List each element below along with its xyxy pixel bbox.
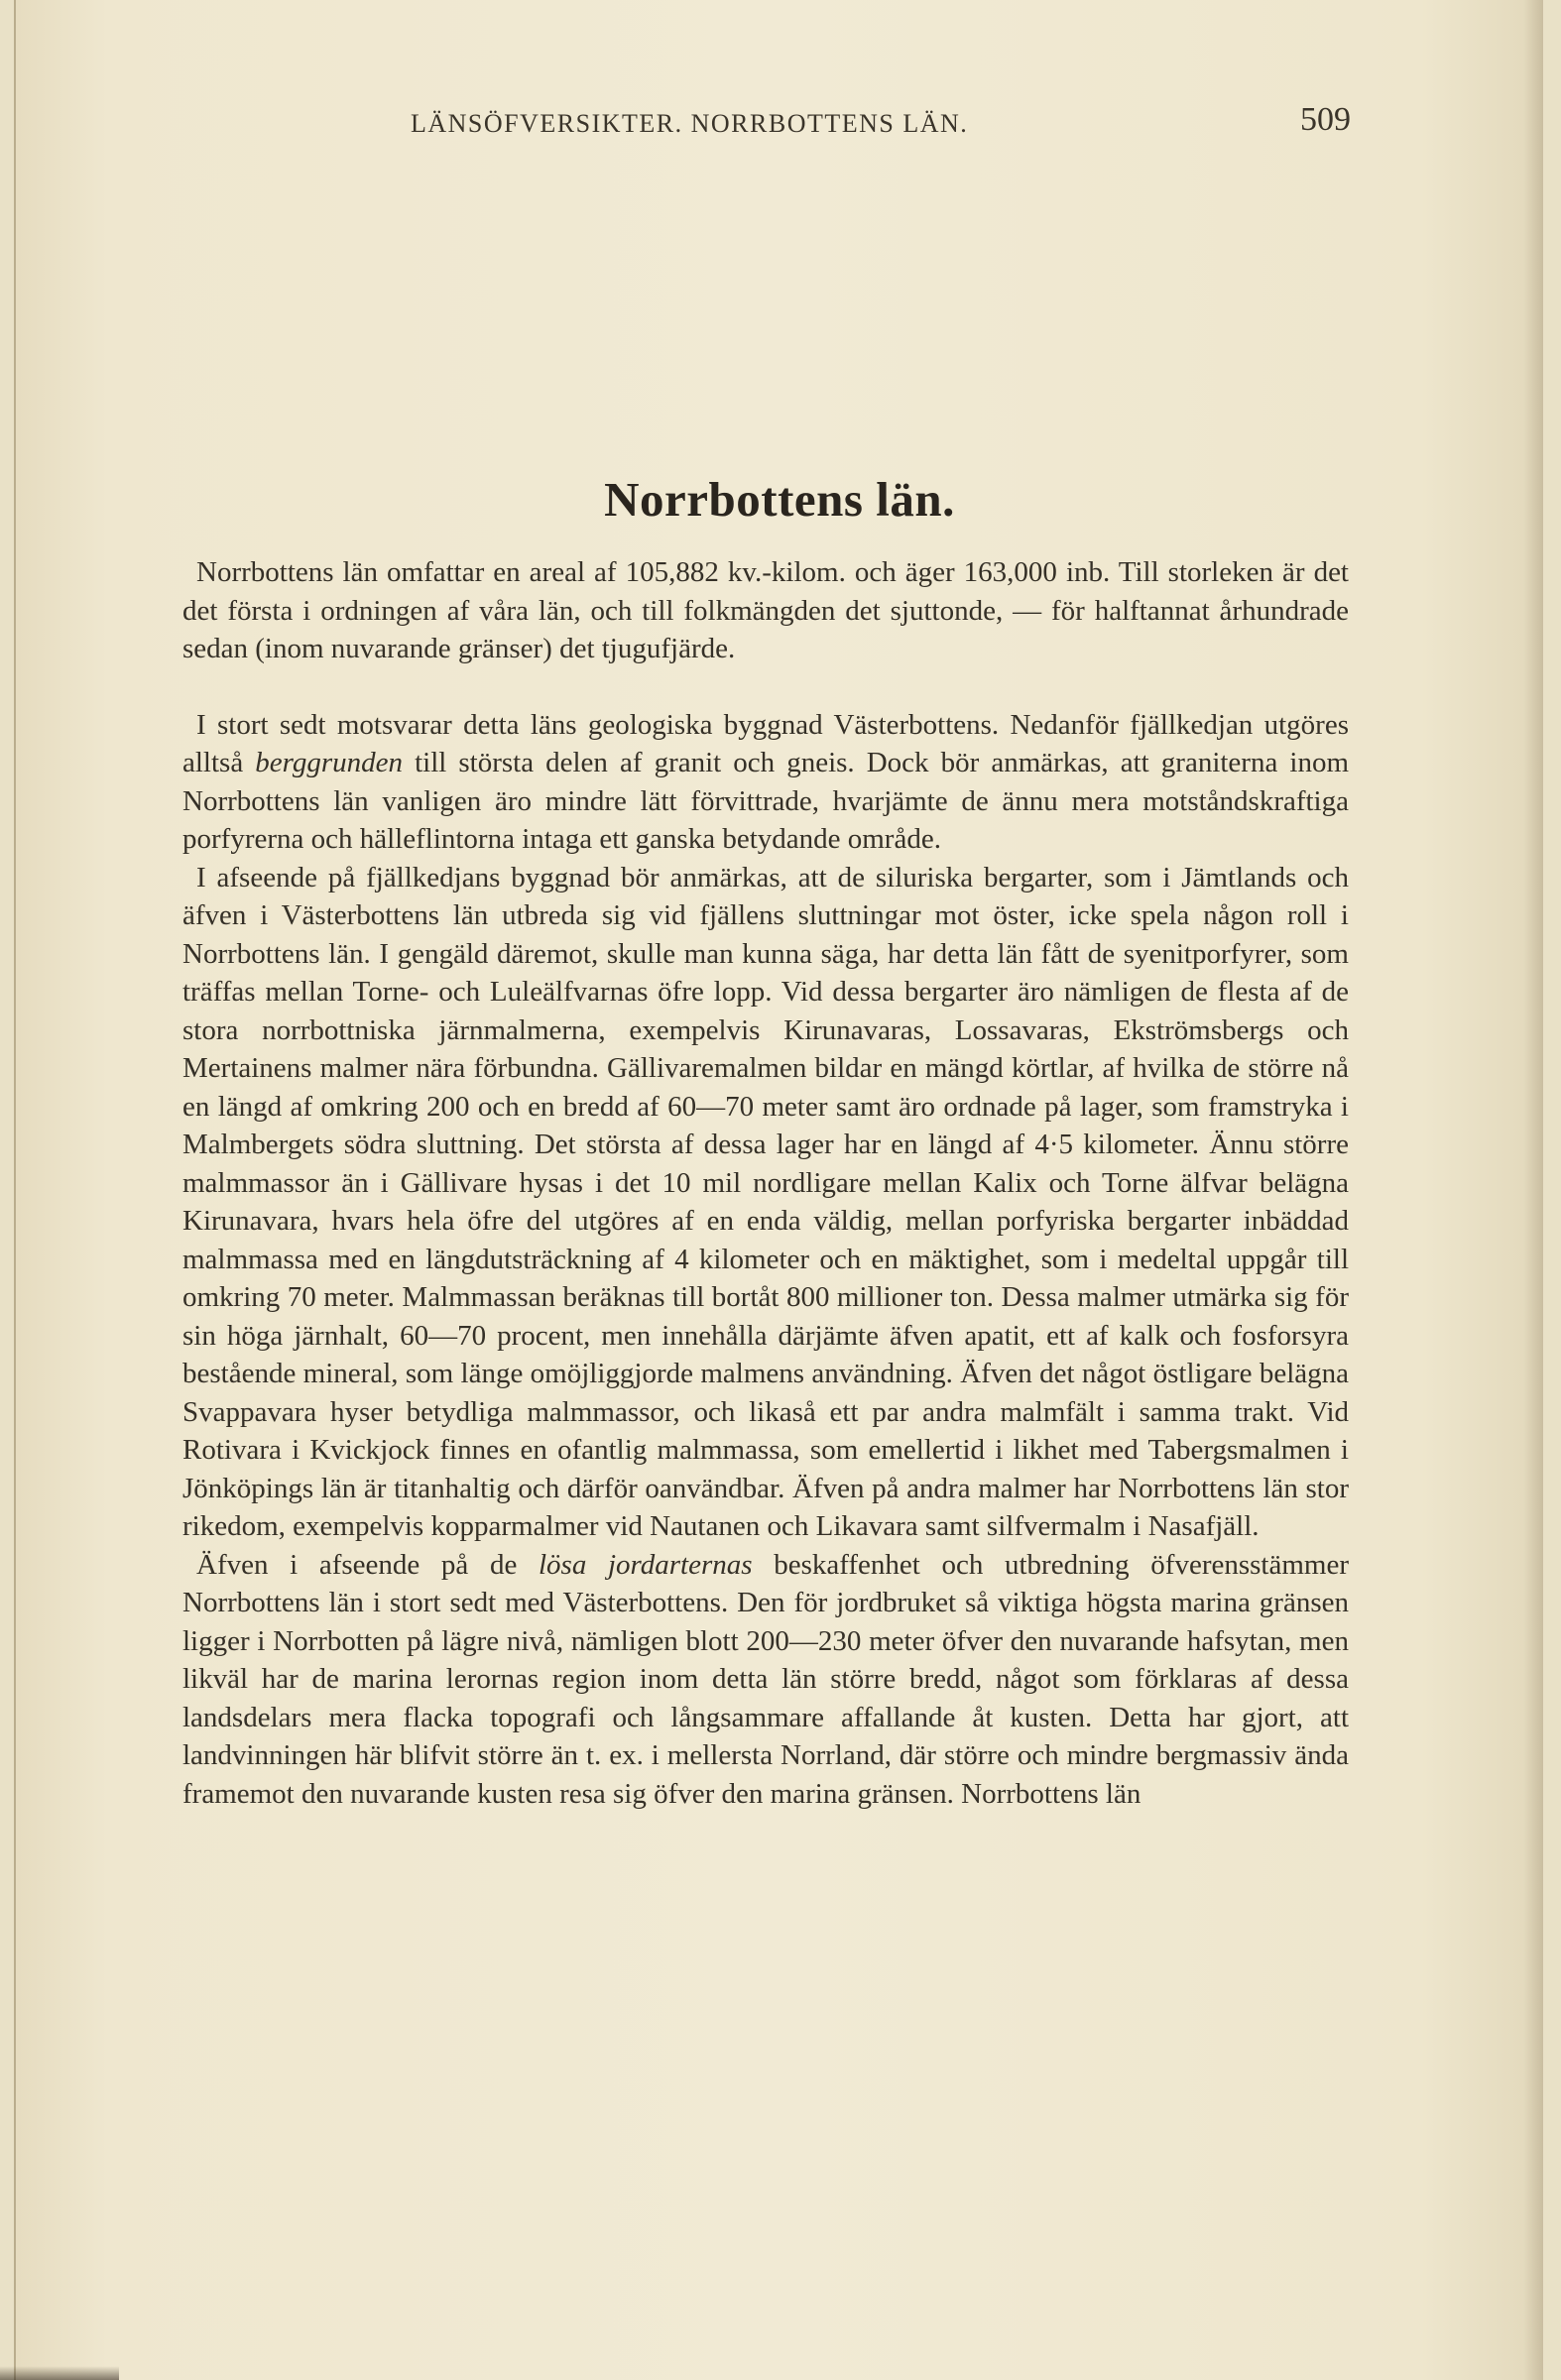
paragraph-ores: I afseende på fjällkedjans byggnad bör anmärkas, att de siluriska bergarter, som i Jämtlands och äfven i Västerbottens län utbreda sig vid fjällens sluttningar mot öster, icke spela någon roll i Norrbottens län. I gengäld däremot, skulle man kunna säga, har detta län fått de syenitporfyrer, som träffas mellan Torne- och Luleälfvarnas öfre lopp. Vid dessa bergarter äro nämligen de flesta af de stora norrbottniska järnmalmerna, exempelvis Kirunavaras, Lossavaras, Ekströmsbergs och Mertainens malmer nära förbundna. Gällivaremalmen bildar en mängd körtlar, af hvilka de större nå en längd af omkring 200 och en bredd af 60—70 meter samt äro ordnade på lager, som framstryka i Malmbergets södra sluttning. Det största af dessa lager har en längd af 4·5 kilometer. Ännu större malmmassor än i Gällivare hysas i det 10 mil nordligare mellan Kalix och Torne älfvar belägna Kirunavara, hvars hela öfre del utgöres af en enda väldig, mellan porfyriska bergarter inbäddad malmmassa med en längdutsträckning af 4 kilometer och en mäktighet, som i medeltal uppgår till omkring 70 meter. Malmmassan beräknas till bortåt 800 millioner ton. Dessa malmer utmärka sig för sin höga järnhalt, 60—70 procent, men innehålla därjämte äfven apatit, ett af kalk och fosforsyra bestående mineral, som länge omöjliggjorde malmens användning. Äfven det något östligare belägna Svappavara hyser betydliga malmmassor, och likaså ett par andra malmfält i samma trakt. Vid Rotivara i Kvickjock finnes en ofantlig malmmassa, som emellertid i likhet med Tabergsmalmen i Jönköpings län är titanhaltig och därför oanvändbar. Äfven på andra malmer har Norrbottens län stor rikedom, exempelvis kopparmalmer vid Nautanen och Likavara samt silfvermalm i Nasafjäll. bbox=[182, 861, 1349, 1542]
page-header bbox=[411, 101, 1351, 151]
paragraph-intro: Norrbottens län omfattar en areal af 105,882 kv.-kilom. och äger 163,000 inb. Till storleken är det det första i ordningen af våra län, och till folkmängden det sjuttonde, — för halftannat århundrade sedan (inom nuvarande gränser) det tjugufjärde. bbox=[182, 556, 1349, 664]
page-edge-shadow bbox=[1523, 0, 1543, 2380]
emphasis-losa-jordarternas: lösa jordarternas bbox=[538, 1548, 753, 1581]
paragraph-geology-end: till största delen af granit och gneis. Dock bör anmärkas, att graniterna inom Norrbottens län vanligen äro mindre lätt förvittrade, hvarjämte de ännu mera motståndskraftiga porfyrerna och hälleflintorna intaga ett ganska betydande område. bbox=[182, 747, 1350, 855]
paragraph-soils bbox=[182, 1546, 1349, 1814]
binding-shadow bbox=[0, 2366, 119, 2380]
page-number: 509 bbox=[1300, 101, 1351, 138]
paragraph-soils-start: Äfven i afseende på de bbox=[196, 1548, 539, 1581]
emphasis-berggrunden: berggrunden bbox=[255, 747, 404, 778]
paragraph-soils-end: beskaffenhet och utbredning öfverensstämmer Norrbottens län i stort sedt med Västerbottens. Den för jordbruket så viktiga högsta marina gränsen ligger i Norrbotten på lägre nivå, nämligen blott 200—230 meter öfver den nuvarande hafsytan, men likväl har de marina lerornas region inom detta län större bredd, något som förklaras af dessa landsdelars mera flacka topografi och långsammare affallande åt kusten. Detta har gjort, att landvinningen här blifvit större än t. ex. i mellersta Norrland, där större och mindre bergmassiv ända framemot den nuvarande kusten resa sig öfver den marina gränsen. Norrbottens län bbox=[182, 1548, 1350, 1810]
chapter-title: Norrbottens län. bbox=[604, 472, 955, 527]
paragraph-geology bbox=[182, 706, 1349, 859]
paragraph-geology-start: I stort sedt motsvarar detta läns geologiska byggnad Västerbottens. Nedanför fjällkedjan utgöres alltså bbox=[182, 708, 1349, 778]
book-page bbox=[14, 0, 1543, 2380]
body-text bbox=[182, 553, 1349, 1813]
running-title: LÄNSÖFVERSIKTER. NORRBOTTENS LÄN. bbox=[411, 109, 969, 138]
